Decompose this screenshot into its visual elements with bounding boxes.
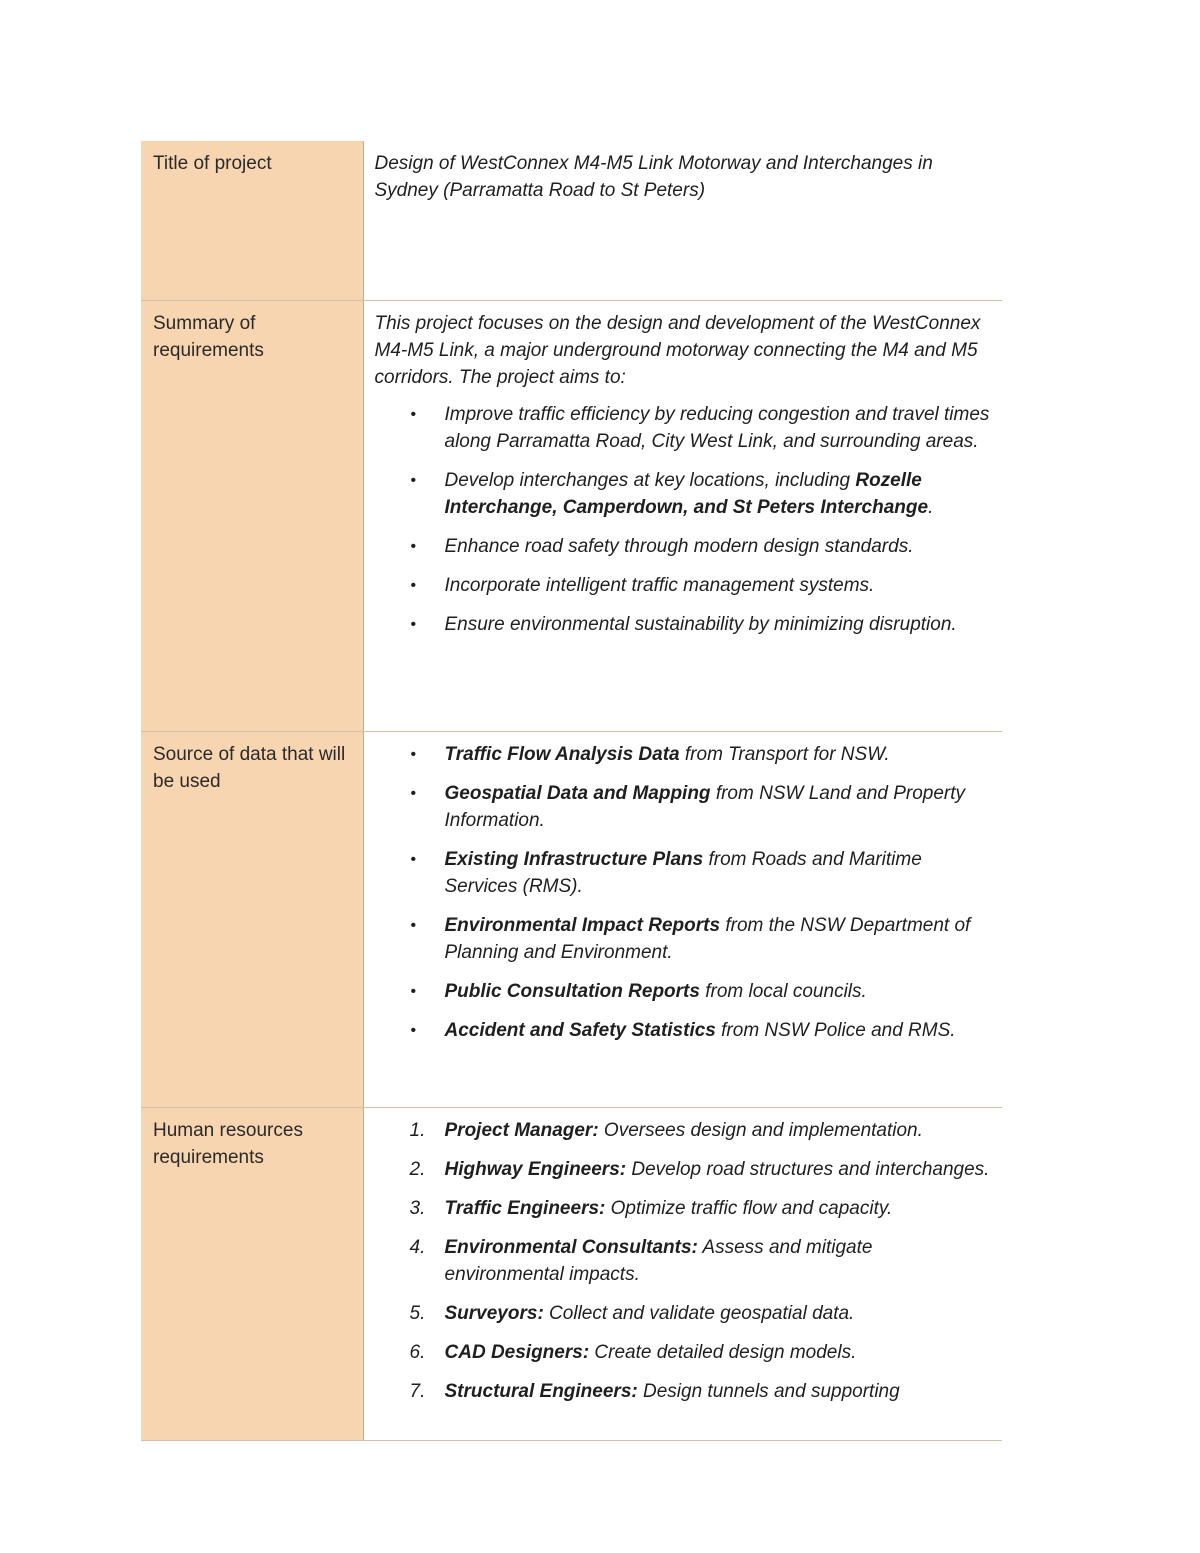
list-item-text: Develop road structures and interchanges. [626, 1159, 990, 1180]
list-item-bold: Traffic Engineers: [444, 1198, 606, 1219]
list-item [375, 1300, 993, 1327]
project-title-text: Design of WestConnex M4-M5 Link Motorway and Interchanges in Sydney (Parramatta Road to St Peters) [374, 153, 933, 201]
list-item-bold: Environmental Consultants: [444, 1237, 698, 1258]
bullet-icon: • [410, 746, 417, 763]
bullet-icon: • [410, 406, 417, 423]
list-item-bold: Structural Engineers: [444, 1381, 638, 1402]
list-item [375, 1378, 993, 1405]
list-item [375, 1195, 993, 1222]
list-item-text: Collect and validate geospatial data. [543, 1303, 855, 1324]
list-item [375, 1117, 993, 1144]
row-value-summary [363, 301, 1002, 732]
list-item-bold: CAD Designers: [444, 1342, 590, 1363]
list-item-text: from the NSW Department of Planning and Environment. [444, 915, 971, 963]
list-item-bold: Surveyors: [444, 1303, 544, 1324]
list-item-bold: Geospatial Data and Mapping [444, 783, 711, 804]
list-number: 6. [409, 1342, 426, 1363]
list-item [375, 741, 993, 768]
list-item-text: Improve traffic efficiency by reducing congestion and travel times along Parramatta Road, City West Link, and surrounding areas. [444, 404, 990, 452]
list-item-text: Develop interchanges at key locations, including [444, 470, 856, 491]
bullet-icon: • [410, 616, 417, 633]
table-row-hr [141, 1108, 1002, 1441]
list-item-bold: Accident and Safety Statistics [444, 1020, 716, 1041]
list-number: 2. [409, 1159, 426, 1180]
list-item-bold: Project Manager: [444, 1120, 599, 1141]
row-label-summary: Summary of requirements [141, 301, 363, 732]
list-item-text: from local councils. [699, 981, 867, 1002]
list-item-bold: Highway Engineers: [444, 1159, 627, 1180]
list-item [375, 846, 993, 900]
list-item-bold: Public Consultation Reports [444, 981, 700, 1002]
list-item [375, 1017, 993, 1044]
list-item [375, 780, 993, 834]
list-number: 3. [409, 1198, 426, 1219]
list-item [375, 978, 993, 1005]
row-label-source: Source of data that will be used [141, 732, 363, 1108]
list-item-text: . [928, 497, 934, 518]
list-item-text: Ensure environmental sustainability by minimizing disruption. [444, 614, 957, 635]
row-value-title [363, 141, 1002, 301]
list-number: 1. [409, 1120, 426, 1141]
list-item-text: Incorporate intelligent traffic management systems. [444, 575, 875, 596]
row-value-hr [363, 1108, 1002, 1441]
table-row-source [141, 732, 1002, 1108]
table-row-summary [141, 301, 1002, 732]
list-item-text: Assess and mitigate environmental impacts. [444, 1237, 873, 1285]
list-item-bold: Environmental Impact Reports [444, 915, 721, 936]
list-item-text: from NSW Police and RMS. [715, 1020, 956, 1041]
list-item-text: from NSW Land and Property Information. [444, 783, 966, 831]
list-item-text: Design tunnels and supporting [637, 1381, 900, 1402]
row-label-hr: Human resources requirements [141, 1108, 363, 1441]
bullet-icon: • [410, 851, 417, 868]
summary-aims-list [375, 401, 993, 638]
bullet-icon: • [410, 983, 417, 1000]
project-table [141, 141, 1002, 1441]
bullet-icon: • [410, 917, 417, 934]
list-item-text: Enhance road safety through modern design standards. [444, 536, 914, 557]
hr-roles-list [375, 1117, 993, 1405]
bullet-icon: • [410, 472, 417, 489]
list-item [375, 611, 993, 638]
list-number: 5. [409, 1303, 426, 1324]
bullet-icon: • [410, 538, 417, 555]
list-item [375, 1339, 993, 1366]
hr-list-clip [375, 1117, 993, 1431]
row-value-source [363, 732, 1002, 1108]
bullet-icon: • [410, 785, 417, 802]
list-item-text: from Roads and Maritime Services (RMS). [444, 849, 922, 897]
list-item-text: Oversees design and implementation. [598, 1120, 923, 1141]
list-item [375, 401, 993, 455]
list-item-bold: Existing Infrastructure Plans [444, 849, 704, 870]
table-row-title [141, 141, 1002, 301]
data-sources-list [375, 741, 993, 1044]
list-item [375, 1156, 993, 1183]
bullet-icon: • [410, 577, 417, 594]
list-item-bold: Rozelle Interchange, Camperdown, and St Peters Interchange [444, 470, 929, 518]
list-item [375, 467, 993, 521]
list-item [375, 572, 993, 599]
list-item-text: Optimize traffic flow and capacity. [605, 1198, 893, 1219]
list-item-text: from Transport for NSW. [679, 744, 890, 765]
summary-intro: This project focuses on the design and development of the WestConnex M4-M5 Link, a major underground motorway connecting the M4 and M5 corridors. The project aims to: [374, 313, 981, 388]
bullet-icon: • [410, 1022, 417, 1039]
list-item [375, 1234, 993, 1288]
list-item-bold: Traffic Flow Analysis Data [444, 744, 680, 765]
list-item [375, 533, 993, 560]
list-number: 7. [409, 1381, 426, 1402]
list-number: 4. [409, 1237, 426, 1258]
list-item-text: Create detailed design models. [589, 1342, 857, 1363]
row-label-title: Title of project [141, 141, 363, 301]
list-item [375, 912, 993, 966]
